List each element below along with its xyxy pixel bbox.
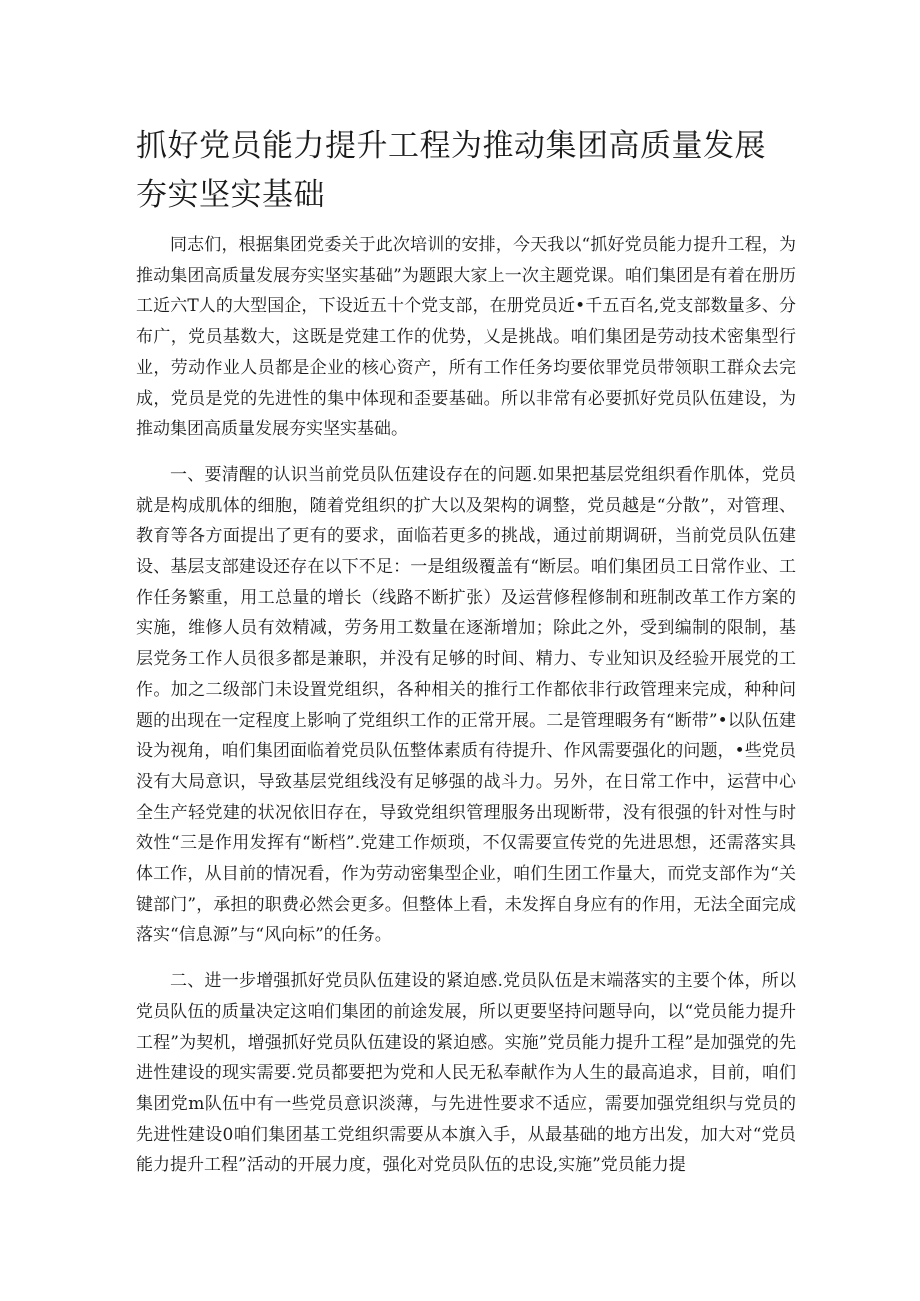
document-body (136, 230, 796, 1196)
document-title: 抓好党员能力提升工程为推动集团高质量发展夯实坚实基础 (136, 128, 766, 213)
paragraph-section-two: 二、进一步增强抓好党员队伍建设的紧迫感.党员队伍是末端落实的主要个体，所以党员队伍的质量决定这咱们集团的前途发展，所以更要坚持问题导向，以“党员能力提升工程”为契机，增强抓好党员队伍建设的紧迫感。实施”党员能力提升工程”是加强党的先进性建设的现实需要.党员都要把为党和人民无私奉献作为人生的最高追求，目前，咱们集团党m队伍中有一些党员意识淡薄，与先进性要求不适应，需要加强党组织与党员的先进性建设0咱们集团基工党组织需要从本旗入手，从最基础的地方出发，加大对“党员能力提升工程”活动的开展力度，强化对党员队伍的忠设,实施”党员能力提 (136, 971, 796, 1176)
paragraph-section-one: 一、要清醒的认识当前党员队伍建设存在的问题.如果把基层党组织看作肌体，党员就是构成肌体的细胞，随着党组织的扩大以及架构的调整，党员越是“分散”，对管理、教育等各方面提出了更有的要求，面临若更多的挑战，通过前期调研，当前党员队伍建设、基层支部建设还存在以下不足：一是组级覆盖有“断层。咱们集团员工日常作业、工作任务繁重，用工总量的增长（线路不断扩张）及运营修程修制和班制改革工作方案的实施，维修人员有效精减，劳务用工数量在逐渐增加；除此之外，受到编制的限制，基层党务工作人员很多都是兼职，并没有足够的时间、精力、专业知识及经验开展党的工作。加之二级部门未设置党组织，各种相关的推行工作都依非行政管理来完成，种种问题的出现在一定程度上影响了党组织工作的正常开展。二是管理暇务有“断带”•以队伍建设为视角，咱们集团面临着党员队伍整体素质有待提升、作风需要强化的问题，•些党员没有大局意识，导致基层党组线没有足够强的战斗力。另外，在日常工作中，运营中心全生产轻党建的状况依旧存在，导致党组织管理服务出现断带，没有很强的针对性与时效性“三是作用发挥有“断档”.党建工作烦琐，不仅需要宣传党的先进思想，还需落实具体工作，从目前的情况看，作为劳动密集型企业，咱们生团工作量大，而党支部作为“关键部门”，承担的职费必然会更多。但整体上看，未发挥自身应有的作用，无法全面完成落实“信息源”与“风向标”的任务。 (136, 464, 796, 946)
paragraph-intro: 同志们，根据集团党委关于此次培训的安排，今天我以“抓好党员能力提升工程，为推动集团高质量发展夯实坚实基础”为题跟大家上一次主题党课。咱们集团是有着在册历工近六T人的大型国企，下设近五十个党支部，在册党员近•千五百名,党支部数量多、分布广，党员基数大，这既是党建工作的优势，乂是挑战。咱们集团是劳动技术密集型行业，劳动作业人员都是企业的核心资产，所有工作任务均要依罪党员带领职工群众去完成，党员是党的先进性的集中体现和歪要基础。所以非常有必要抓好党员队伍建设，为推动集团高质量发展夯实坚实基础。 (136, 235, 796, 440)
